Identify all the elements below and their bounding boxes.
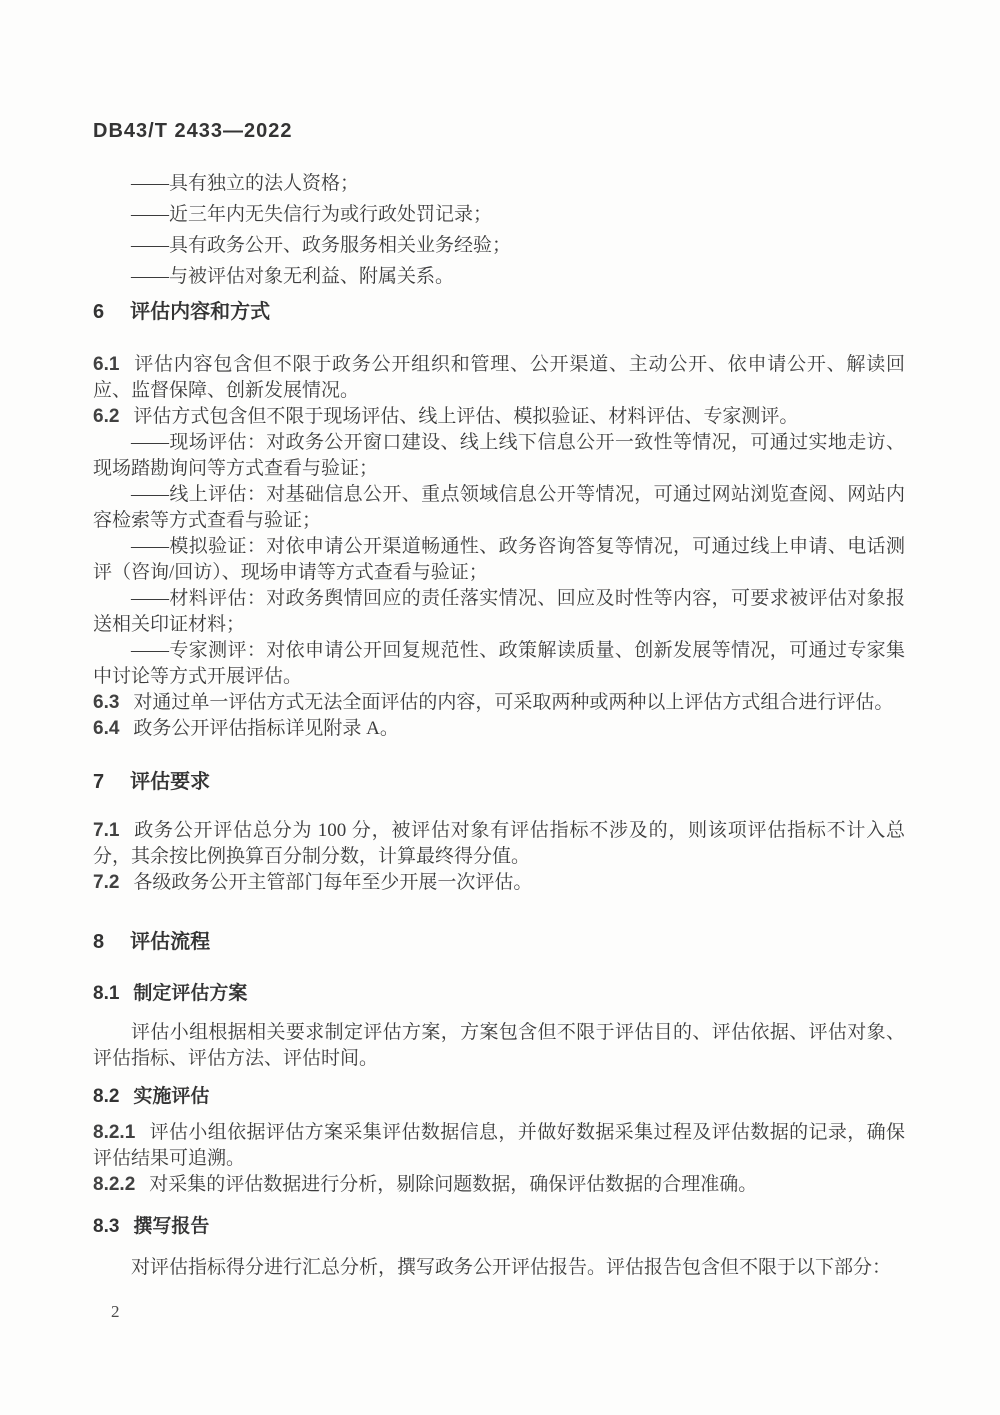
subsection-number: 8.1 <box>93 983 120 1004</box>
subsection-heading-8-2 <box>93 1083 905 1111</box>
list-item: ——与被评估对象无利益、附属关系。 <box>131 266 455 287</box>
clause-6-1 <box>93 352 905 404</box>
section-heading-6 <box>93 298 905 326</box>
clause-number: 6.1 <box>93 354 120 375</box>
page-number: 2 <box>111 1302 120 1321</box>
clause-number: 6.3 <box>93 692 120 713</box>
subsection-title: 制定评估方案 <box>133 983 248 1004</box>
dash-item-online-evaluation: ——线上评估：对基础信息公开、重点领域信息公开等情况，可通过网站浏览查阅、网站内容检索等方式查看与验证； <box>93 484 905 531</box>
section-number: 7 <box>93 771 105 793</box>
clause-number: 6.4 <box>93 718 120 739</box>
dash-item-expert-review: ——专家测评：对依申请公开回复规范性、政策解读质量、创新发展等情况，可通过专家集中讨论等方式开展评估。 <box>93 640 905 687</box>
dash-item-simulation-verification: ——模拟验证：对依申请公开渠道畅通性、政务咨询答复等情况，可通过线上申请、电话测评（咨询/回访）、现场申请等方式查看与验证； <box>93 536 905 583</box>
section-heading-8 <box>93 928 905 956</box>
clause-number: 6.2 <box>93 406 120 427</box>
section-number: 8 <box>93 931 105 953</box>
clause-text: 评估小组依据评估方案采集评估数据信息，并做好数据采集过程及评估数据的记录，确保评估结果可追溯。 <box>93 1122 905 1169</box>
clause-6-2 <box>93 404 905 430</box>
clause-8-2-2 <box>93 1172 905 1198</box>
section-number: 6 <box>93 301 105 323</box>
clause-7-1 <box>93 818 905 870</box>
subsection-title: 实施评估 <box>133 1086 210 1107</box>
clause-text: 各级政务公开主管部门每年至少开展一次评估。 <box>133 872 533 893</box>
subsection-heading-8-3 <box>93 1213 905 1241</box>
clause-6-3 <box>93 690 905 716</box>
list-item: ——具有独立的法人资格； <box>131 173 360 194</box>
subsection-number: 8.3 <box>93 1216 120 1237</box>
paragraph-8-1: 评估小组根据相关要求制定评估方案，方案包含但不限于评估目的、评估依据、评估对象、评估指标、评估方法、评估时间。 <box>93 1022 905 1069</box>
subsection-heading-8-1 <box>93 980 905 1008</box>
dash-item-onsite-evaluation: ——现场评估：对政务公开窗口建设、线上线下信息公开一致性等情况，可通过实地走访、现场踏勘询问等方式查看与验证； <box>93 432 905 479</box>
section-title: 评估内容和方式 <box>130 301 271 323</box>
dash-item-material-evaluation: ——材料评估：对政务舆情回应的责任落实情况、回应及时性等内容，可要求被评估对象报送相关印证材料； <box>93 588 905 635</box>
clause-text: 政务公开评估指标详见附录 A。 <box>133 718 399 739</box>
section-title: 评估要求 <box>130 771 211 793</box>
paragraph-8-3: 对评估指标得分进行汇总分析，撰写政务公开评估报告。评估报告包含但不限于以下部分： <box>131 1257 892 1278</box>
list-item: ——具有政务公开、政务服务相关业务经验； <box>131 235 512 256</box>
clause-number: 7.1 <box>93 820 120 841</box>
clause-number: 8.2.2 <box>93 1174 136 1195</box>
subsection-number: 8.2 <box>93 1086 120 1107</box>
section-heading-7 <box>93 768 905 796</box>
section-title: 评估流程 <box>130 931 211 953</box>
subsection-title: 撰写报告 <box>133 1216 210 1237</box>
clause-7-2 <box>93 870 905 896</box>
clause-number: 8.2.1 <box>93 1122 136 1143</box>
clause-text: 对采集的评估数据进行分析，剔除问题数据，确保评估数据的合理准确。 <box>149 1174 758 1195</box>
clause-6-4 <box>93 716 905 742</box>
list-item: ——近三年内无失信行为或行政处罚记录； <box>131 204 493 225</box>
clause-text: 政务公开评估总分为 100 分，被评估对象有评估指标不涉及的，则该项评估指标不计入总分，其余按比例换算百分制分数，计算最终得分值。 <box>93 820 905 867</box>
clause-number: 7.2 <box>93 872 120 893</box>
assessor-qualification-list <box>93 168 905 292</box>
clause-text: 评估方式包含但不限于现场评估、线上评估、模拟验证、材料评估、专家测评。 <box>133 406 799 427</box>
clause-8-2-1 <box>93 1120 905 1172</box>
doc-code-header: DB43/T 2433—2022 <box>93 120 293 142</box>
clause-text: 评估内容包含但不限于政务公开组织和管理、公开渠道、主动公开、依申请公开、解读回应、监督保障、创新发展情况。 <box>93 354 905 401</box>
clause-text: 对通过单一评估方式无法全面评估的内容，可采取两种或两种以上评估方式组合进行评估。 <box>133 692 894 713</box>
